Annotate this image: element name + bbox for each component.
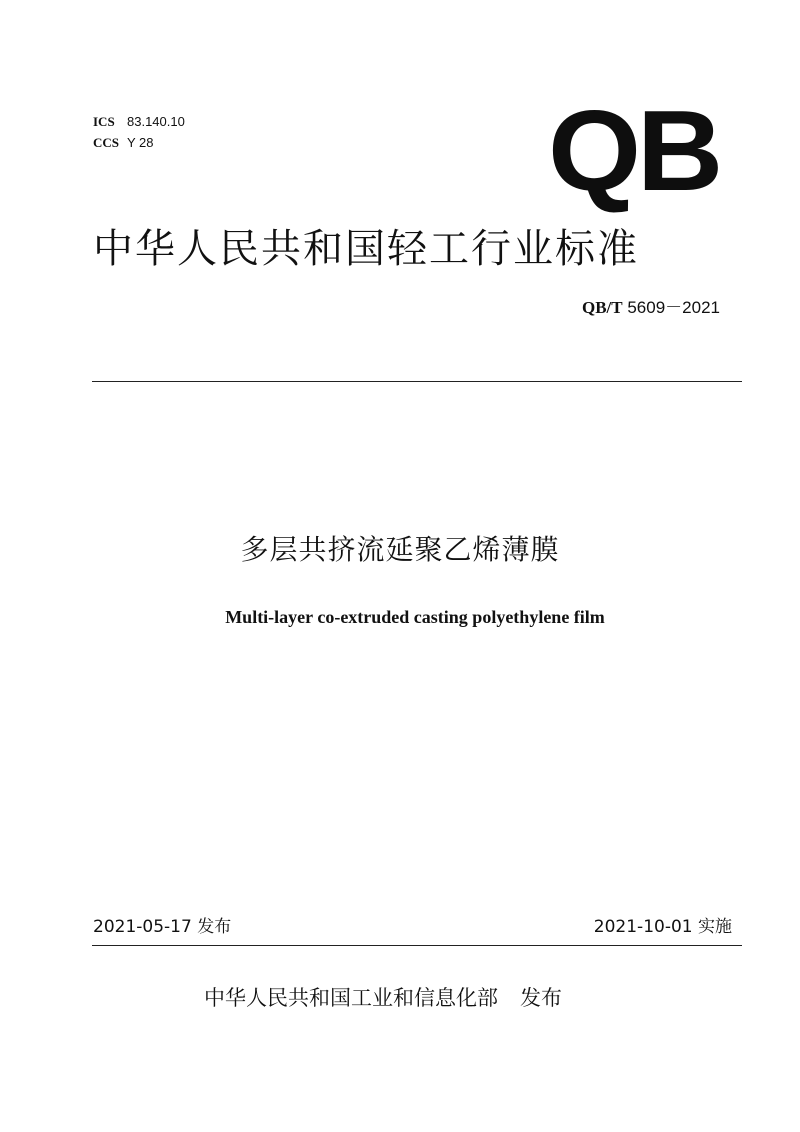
- top-divider: [92, 381, 742, 382]
- standard-title: 中华人民共和国轻工行业标准: [93, 226, 639, 272]
- publisher-name: 中华人民共和国工业和信息化部: [204, 986, 498, 1010]
- standard-number-body: 5609－2021: [622, 298, 720, 317]
- qb-logo: QB: [548, 88, 720, 215]
- standard-number: [582, 296, 720, 320]
- ics-label: ICS: [93, 114, 115, 129]
- implementation-date: 2021-10-01 实施: [593, 917, 732, 937]
- ics-code: 83.140.10: [127, 114, 185, 129]
- bottom-divider: [92, 945, 742, 946]
- document-title-en: Multi-layer co-extruded casting polyethylene film: [225, 607, 605, 627]
- document-title-cn: 多层共挤流延聚乙烯薄膜: [240, 533, 560, 566]
- ccs-label: CCS: [93, 135, 120, 150]
- standard-number-prefix: QB/T: [582, 298, 623, 317]
- publisher-suffix: 发布: [520, 986, 562, 1010]
- ics-line: [93, 111, 185, 132]
- classification-codes: [93, 111, 185, 153]
- issue-date: 2021-05-17 发布: [93, 917, 232, 937]
- ccs-code: Y 28: [127, 135, 154, 150]
- publisher: [204, 983, 562, 1013]
- ccs-line: [93, 132, 185, 153]
